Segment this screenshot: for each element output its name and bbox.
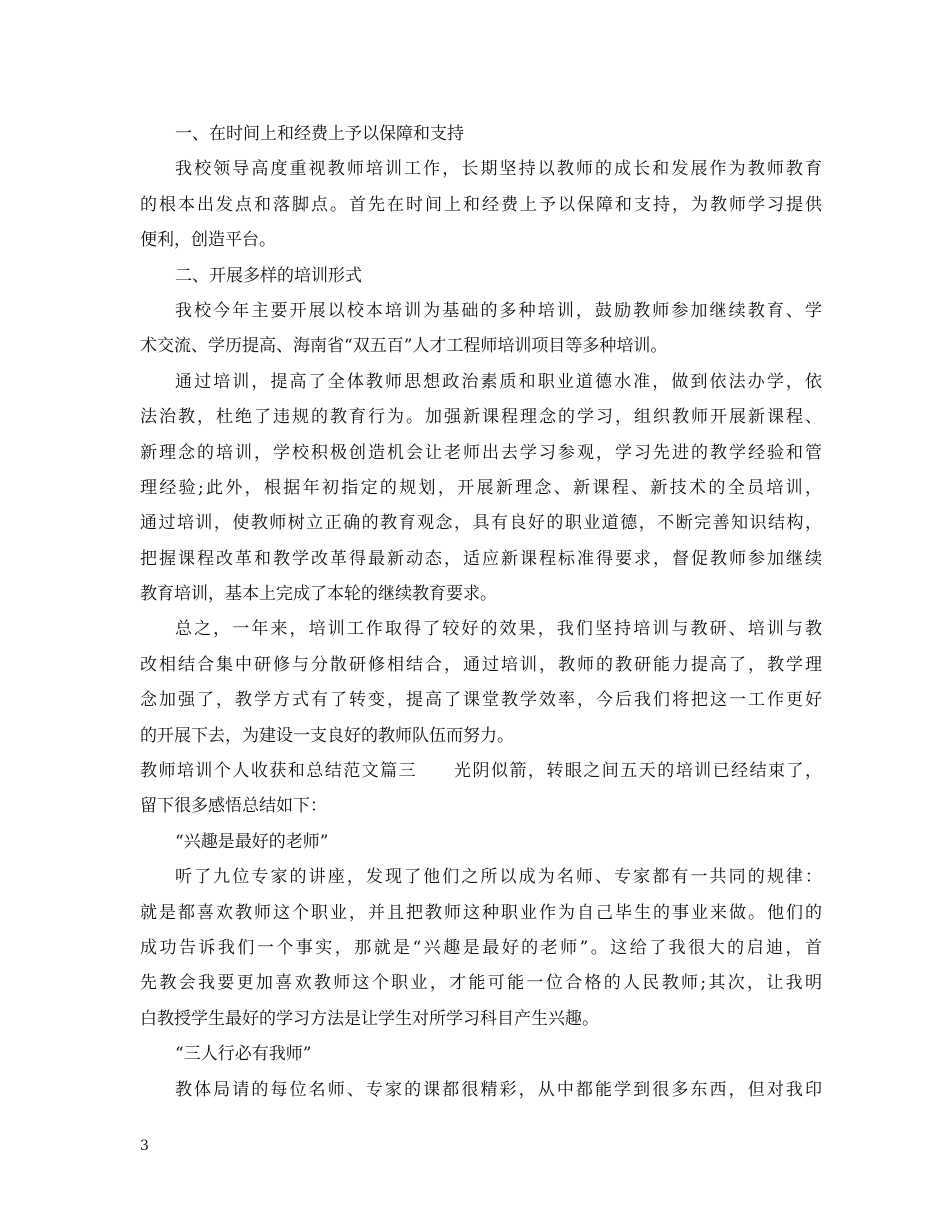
text-line: 就是都喜欢教师这个职业，并且把教师这种职业作为自己毕生的事业来做。他们的 (140, 902, 822, 923)
text-line: “兴趣是最好的老师” (175, 831, 329, 852)
text-line: 便利，创造平台。 (140, 230, 276, 251)
text-line: 改相结合集中研修与分散研修相结合，通过培训，教师的教研能力提高了，教学理 (140, 654, 822, 675)
text-line: 我校领导高度重视教师培训工作，长期坚持以教师的成长和发展作为教师教育 (175, 159, 822, 180)
text-line: “三人行必有我师” (175, 1044, 312, 1065)
text-line: 把握课程改革和教学改革得最新动态，适应新课程标准得要求，督促教师参加继续 (140, 548, 822, 569)
text-line: 二、开展多样的培训形式 (175, 265, 362, 286)
text-line: 法治教，杜绝了违规的教育行为。加强新课程理念的学习，组织教师开展新课程、 (140, 407, 822, 428)
text-line: 的开展下去，为建设一支良好的教师队伍而努力。 (140, 725, 514, 746)
text-line: 听了九位专家的讲座，发现了他们之所以成为名师、专家都有一共同的规律： (175, 867, 822, 888)
page-number: 3 (140, 1138, 149, 1154)
text-line: 通过培训，提高了全体教师思想政治素质和职业道德水准，做到依法办学，依 (175, 371, 822, 392)
text-line: 一、在时间上和经费上予以保障和支持 (175, 124, 464, 144)
text-line: 我校今年主要开展以校本培训为基础的多种培训，鼓励教师参加继续教育、学 (175, 300, 822, 321)
text-line: 留下很多感悟总结如下： (140, 796, 327, 817)
text-line: 教师培训个人收获和总结范文篇三 光阴似箭，转眼之间五天的培训已经结束了， (140, 761, 822, 782)
text-line: 通过培训，使教师树立正确的教育观念，具有良好的职业道德，不断完善知识结构， (140, 513, 822, 534)
text-line: 先教会我要更加喜欢教师这个职业，才能可能一位合格的人民教师;其次，让我明 (140, 973, 822, 994)
text-line: 理经验;此外，根据年初指定的规划，开展新理念、新课程、新技术的全员培训， (140, 477, 822, 498)
text-line: 术交流、学历提高、海南省“双五百”人才工程师培训项目等多种培训。 (140, 336, 668, 357)
text-line: 成功告诉我们一个事实，那就是“兴趣是最好的老师”。这给了我很大的启迪，首 (140, 937, 822, 958)
text-line: 新理念的培训，学校积极创造机会让老师出去学习参观，学习先进的教学经验和管 (140, 442, 822, 463)
text-line: 教育培训，基本上完成了本轮的继续教育要求。 (140, 584, 497, 605)
document-body (140, 117, 822, 1108)
text-line: 教体局请的每位名师、专家的课都很精彩，从中都能学到很多东西，但对我印 (175, 1079, 822, 1100)
text-line: 念加强了，教学方式有了转变，提高了课堂教学效率，今后我们将把这一工作更好 (140, 690, 822, 711)
text-line: 总之，一年来，培训工作取得了较好的效果，我们坚持培训与教研、培训与教 (175, 619, 822, 640)
text-line: 白教授学生最好的学习方法是让学生对所学习科目产生兴趣。 (140, 1008, 599, 1029)
text-line: 的根本出发点和落脚点。首先在时间上和经费上予以保障和支持，为教师学习提供 (140, 194, 822, 215)
